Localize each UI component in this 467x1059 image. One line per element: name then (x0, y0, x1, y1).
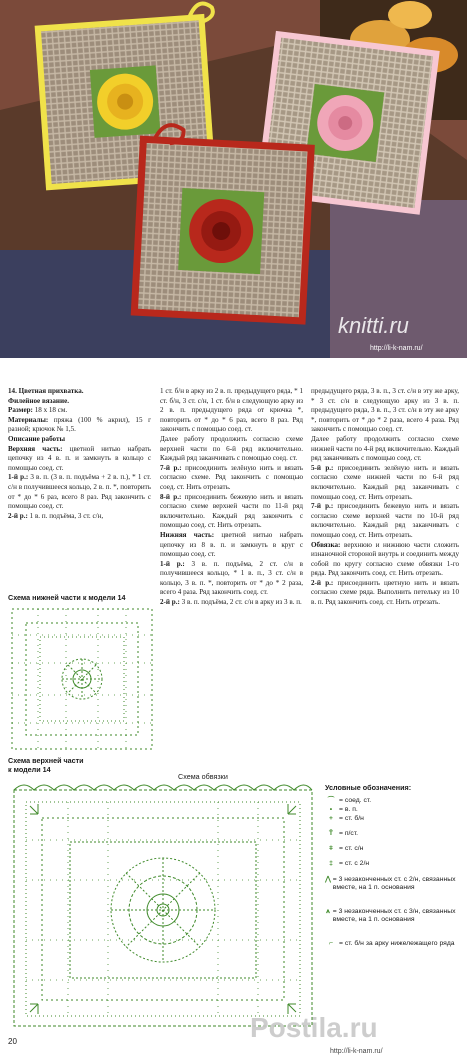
row-text: присоединить зелёную нить и вязать согласно схеме. Ряд закончить с помощью соед. ст. Нить отрезать. (160, 463, 303, 491)
top-diagram-title-line1: Схема верхней части (8, 756, 84, 765)
paragraph: 1 ст. б/н в арку из 2 в. п. предыдущего ряда, * 1 ст. б/н, 3 ст. с/н, 1 ст. б/н в следующую арку из 2 в. п. предыдущего ряда от крючка *, повторить от * до * 6 раз, всего 8 раз. Ряд закончить с помощью соед. ст. (160, 387, 303, 434)
footer-url: http://li-k-nam.ru/ (330, 1048, 383, 1055)
row-text: присоединить бежевую нить и вязать согласно схеме верхней части по 10-й ряд включительно. Каждый ряд заканчивать с помощью соед. ст. Нить отрезать. (311, 502, 459, 539)
bottom-part-label: Нижняя часть: (160, 530, 215, 539)
row-label: 7-й р.: (160, 463, 182, 472)
footer-logo: Postila.ru (250, 1012, 378, 1043)
legend-item (323, 860, 459, 868)
legend-symbol-icon: • (329, 806, 333, 813)
legend-symbol-icon: ‡ (329, 860, 333, 867)
paragraph: предыдущего ряда, 3 в. п., 3 ст. с/н в эту же арку, * 3 ст. с/н в следующую арку из 3 в. п. предыдущего ряда, 3 в. п., 3 ст. с/н в эту же арку *, повторить от * до * 2 раза, всего 4 раза. Ряд закончить с помощью соед. ст. (311, 387, 459, 434)
row-label: 2-й р.: (311, 578, 334, 587)
finishing-label: Обвязка: (311, 540, 341, 549)
technique: Филейное вязание. (8, 396, 70, 405)
legend-item (323, 940, 459, 948)
legend-item (323, 876, 459, 892)
row-text: 3 в. п. подъёма, 2 ст. с/н в получившееся кольцо, * 1 в. п., 3 ст. с/н в кольцо, 3 в. п. *, повторить от * до * 2 раза, всего 4 раза. Ряд закончить соед. ст. (160, 559, 303, 597)
legend-item (323, 806, 459, 814)
tie-diagram-title: Схема обвязки (178, 772, 228, 781)
product-photo (0, 0, 467, 358)
row-label: 8-й р.: (160, 492, 182, 501)
top-part-diagram (8, 780, 318, 1032)
bottom-part-text: цветной нитью набрать цепочку из 8 в. п. и замкнуть в круг с помощью соед. ст. (160, 530, 303, 559)
text-column-1 (8, 387, 151, 521)
legend-label: = ст. б/н (339, 815, 364, 822)
top-part-text: цветной нитью набрать цепочку из 4 в. п. и замкнуть в кольцо с помощью соед. ст. (8, 444, 151, 472)
legend-symbol-icon: Ť (328, 830, 334, 837)
page-number: 20 (8, 1037, 17, 1046)
row-label: 1-й р.: (8, 473, 29, 482)
legend-item (323, 830, 459, 838)
legend-title: Условные обозначения: (325, 783, 412, 792)
bottom-part-diagram (8, 605, 156, 753)
text-column-3 (311, 387, 459, 608)
materials-value: пряжа (100 % акрил), 15 г разной; крючок № 1,5. (8, 415, 151, 434)
potholders-photo (0, 0, 467, 358)
legend-symbol-icon: ⌒ (327, 797, 335, 804)
legend-label: = в. п. (339, 806, 358, 813)
row-label: 5-й р.: (311, 463, 334, 472)
row-text: 1 в. п. подъёма, 3 ст. с/н, (27, 511, 104, 520)
top-diagram-title-line2: к модели 14 (8, 765, 51, 774)
watermark-url: http://li-k-nam.ru/ (370, 345, 423, 352)
legend-symbol-icon: ⌐ (329, 940, 333, 947)
legend-label: = п/ст. (339, 830, 359, 837)
bottom-diagram-title: Схема нижней части к модели 14 (8, 593, 126, 602)
legend-label: = 3 незаконченных ст. с 3/н, связанных вместе, на 1 п. основания (332, 908, 456, 923)
row-label: 2-й р.: (160, 598, 180, 607)
legend-symbol-icon: + (329, 815, 333, 822)
legend-label: = ст. с 2/н (339, 860, 370, 867)
legend-symbol-icon: ǂ (329, 845, 333, 852)
legend-item (323, 908, 459, 924)
text-column-2 (160, 387, 303, 608)
paragraph: Далее работу продолжить согласно схеме нижней части по 4-й ряд включительно. Каждый ряд заканчивать с помощью соед. ст. (311, 434, 459, 463)
article-heading: 14. Цветная прихватка. (8, 387, 84, 395)
row-label: 7-й р.: (311, 502, 334, 511)
legend-label: = 3 незаконченных ст. с 2/н, связанных вместе, на 1 п. основания (332, 876, 456, 891)
legend-symbol-icon: ⩚ (325, 908, 330, 915)
size-value: 18 х 18 см. (32, 406, 68, 415)
row-label: 1-й р.: (160, 559, 185, 568)
row-text: 3 в. п. (3 в. п. подъёма + 2 в. п.), * 1 ст. с/н в получившееся кольцо, 2 в. п. *, повторить от * до * 6 раз, всего 8 раз. Ряд закончить с помощью соед. ст. (8, 473, 152, 511)
legend-item (323, 845, 459, 853)
legend-label: = ст. б/н за арку нижележащего ряда (339, 940, 455, 947)
top-part-label: Верхняя часть: (8, 444, 63, 453)
legend-label: = соед. ст. (339, 797, 372, 804)
row-text: 3 в. п. подъёма, 2 ст. с/н в арку из 3 в. п. (179, 598, 302, 607)
legend-item (323, 797, 459, 805)
row-text: присоединить бежевую нить и вязать согласно схеме верхней части по 11-й ряд включительно. Каждый ряд закончить с помощью соед. ст. Нить отрезать. (160, 492, 303, 530)
finishing-text: верхнюю и нижнюю части сложить изнаночной стороной внутрь и соединить между собой по кругу согласно схеме обвязки 1-го ряда. Ряд закончить соед. ст. Нить отрезать. (311, 540, 459, 578)
paragraph: Далее работу продолжить согласно схеме верхней части по 6-й ряд включительно. Каждый ряд заканчивать с помощью соед. ст. (160, 434, 303, 463)
watermark: knitti.ru (338, 313, 409, 338)
legend-symbol-icon: ⋀ (325, 876, 331, 883)
row-label: 2-й р.: (8, 511, 28, 520)
legend-item (323, 815, 459, 823)
row-text: присоединить зелёную нить и вязать согласно схеме нижней части по 6-й ряд включительно. Каждый ряд заканчивать с помощью соед. ст. Нить отрезать. (311, 463, 459, 501)
description-heading: Описание работы (8, 434, 65, 443)
size-label: Размер: (8, 406, 33, 415)
materials-label: Материалы: (8, 415, 49, 424)
row-text: присоединить цветную нить и вязать согласно схеме ряда. Выполнить петельку из 10 в. п. Ряд закончить соед. ст. Нить отрезать. (311, 578, 459, 607)
legend-label: = ст. с/н (339, 845, 364, 852)
